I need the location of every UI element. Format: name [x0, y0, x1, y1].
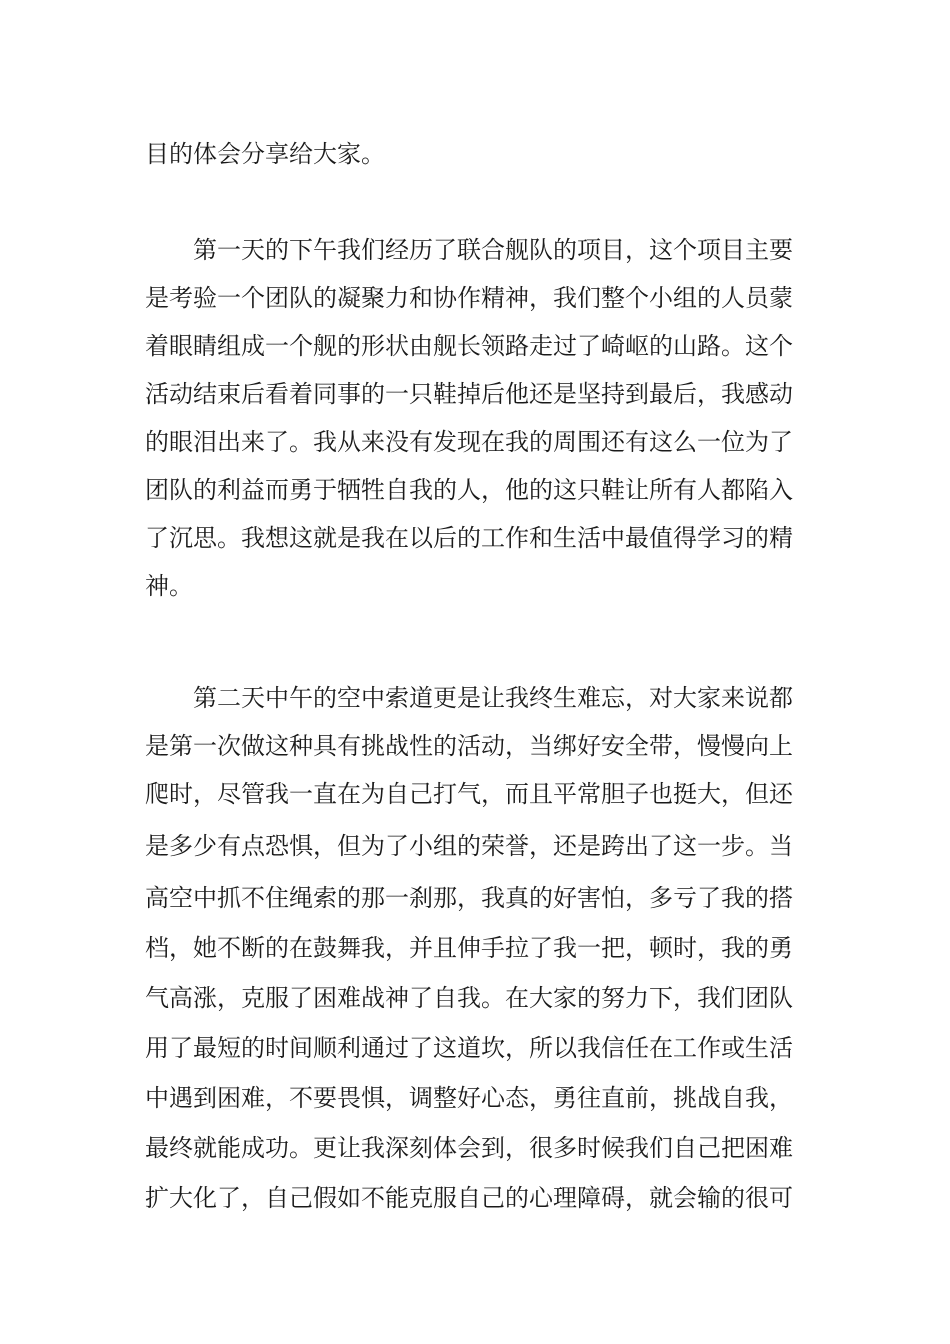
text-line: 是第一次做这种具有挑战性的活动，当绑好安全带，慢慢向上 — [145, 732, 793, 760]
text-line: 扩大化了，自己假如不能克服自己的心理障碍，就会输的很可 — [145, 1184, 793, 1212]
text-line: 神。 — [145, 572, 193, 600]
text-line: 着眼睛组成一个舰的形状由舰长领路走过了崎岖的山路。这个 — [145, 332, 793, 360]
text-line: 第一天的下午我们经历了联合舰队的项目，这个项目主要 — [193, 236, 793, 264]
text-line: 高空中抓不住绳索的那一刹那，我真的好害怕，多亏了我的搭 — [145, 884, 793, 912]
text-line: 第二天中午的空中索道更是让我终生难忘，对大家来说都 — [193, 684, 793, 712]
text-line: 爬时，尽管我一直在为自己打气，而且平常胆子也挺大，但还 — [145, 780, 793, 808]
text-line: 最终就能成功。更让我深刻体会到，很多时候我们自己把困难 — [145, 1134, 793, 1162]
text-line: 用了最短的时间顺利通过了这道坎，所以我信任在工作或生活 — [145, 1034, 793, 1062]
text-line: 中遇到困难，不要畏惧，调整好心态，勇往直前，挑战自我， — [145, 1084, 793, 1112]
text-line: 是考验一个团队的凝聚力和协作精神，我们整个小组的人员蒙 — [145, 284, 793, 312]
text-line: 的眼泪出来了。我从来没有发现在我的周围还有这么一位为了 — [145, 428, 793, 456]
text-line: 了沉思。我想这就是我在以后的工作和生活中最值得学习的精 — [145, 524, 793, 552]
text-line: 目的体会分享给大家。 — [145, 140, 385, 168]
text-line: 活动结束后看着同事的一只鞋掉后他还是坚持到最后，我感动 — [145, 380, 793, 408]
text-line: 气高涨，克服了困难战神了自我。在大家的努力下，我们团队 — [145, 984, 793, 1012]
text-line: 团队的利益而勇于牺牲自我的人，他的这只鞋让所有人都陷入 — [145, 476, 793, 504]
text-line: 是多少有点恐惧，但为了小组的荣誉，还是跨出了这一步。当 — [145, 832, 793, 860]
text-line: 档，她不断的在鼓舞我，并且伸手拉了我一把，顿时，我的勇 — [145, 934, 793, 962]
